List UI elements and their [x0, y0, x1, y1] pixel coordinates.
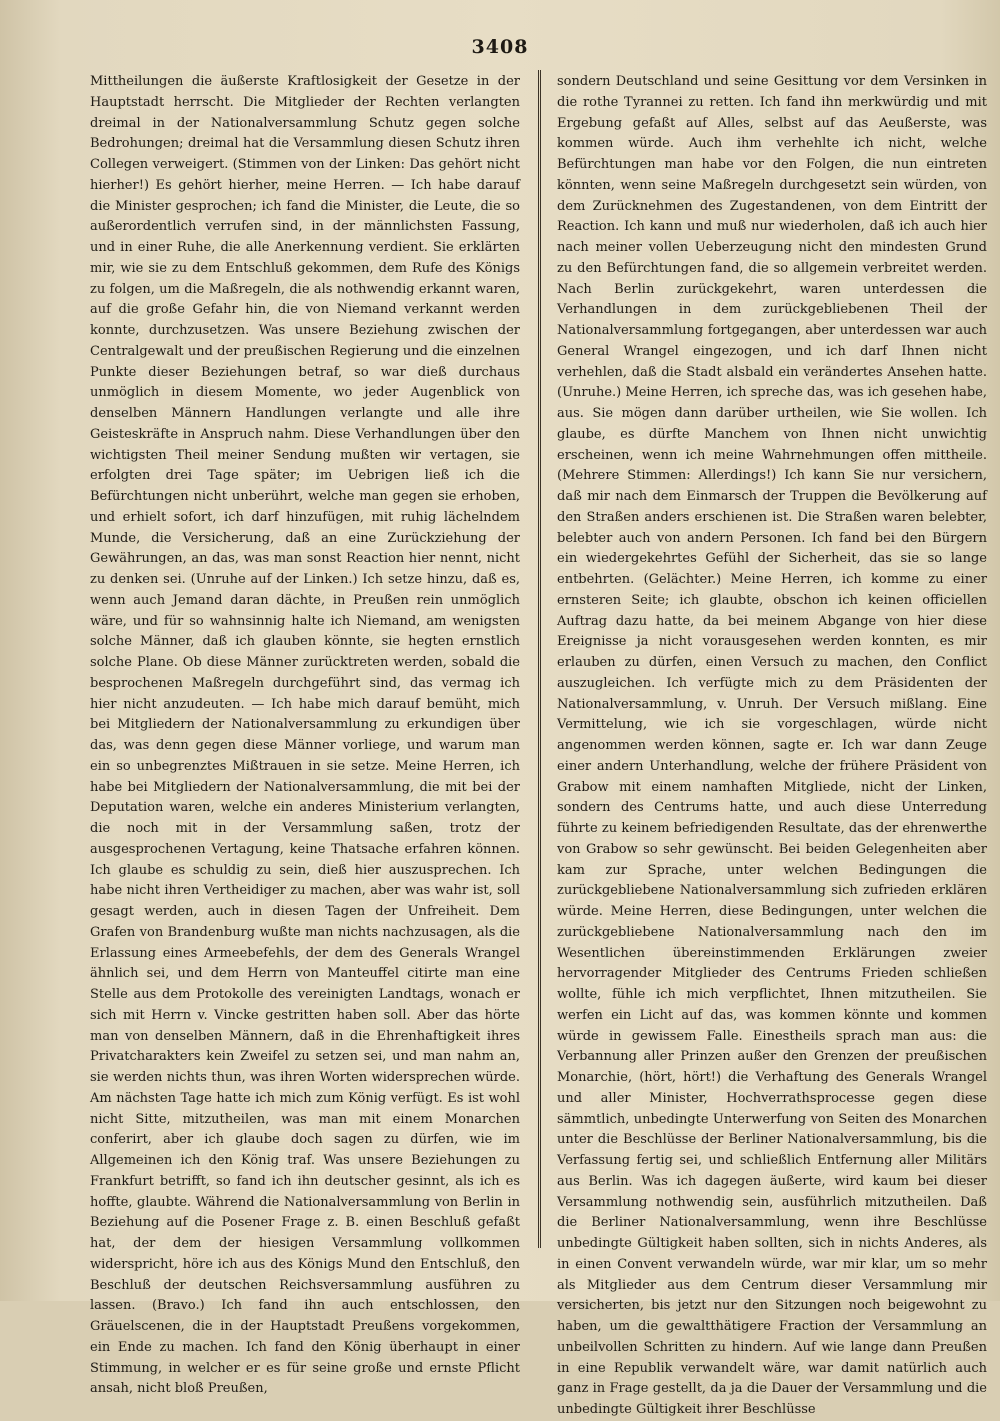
left-column-text: Mittheilungen die äußerste Kraftlosigkeit der Gesetze in der Hauptstadt herrscht. Die Mitglieder der Rechten verlangten dreimal in der Nationalversammlung Schutz gegen solche Bedrohungen; dreimal hat die Versammlung diesen Schutz ihren Collegen verweigert. (Stimmen von der Linken: Das gehört nicht hierher!) Es gehört hierher, meine Herren. — Ich habe darauf die Minister gesprochen; ich fand die Minister, die Leute, die so außerordentlich verrufen sind, in der männlichsten Fassung, und in einer Ruhe, die alle Anerkennung verdient. Sie erklärten mir, wie sie zu dem Entschluß gekommen, dem Rufe des Königs zu folgen, um die Maßregeln, die als nothwendig erkannt waren, auf die große Gefahr hin, die von Niemand verkannt werden konnte, durchzusetzen. Was unsere Beziehung zwischen der Centralgewalt und der preußischen Regierung und die einzelnen Punkte dieser Beziehungen betraf, so war dieß durchaus unmöglich in diesem Momente, wo jeder Augenblick von denselben Männern Handlungen verlangte und alle ihre Geisteskräfte in Anspruch nahm. Diese Verhandlungen über den wichtigsten Theil meiner Sendung mußten wir vertagen, sie erfolgten drei Tage später; im Uebrigen ließ ich die Befürchtungen nicht unberührt, welche man gegen sie erhoben, und erhielt sofort, ich darf hinzufügen, mit ruhig lächelndem Munde, die Versicherung, daß an eine Zurückziehung der Gewährungen, an das, was man sonst Reaction hier nennt, nicht zu denken sei. (Unruhe auf der Linken.) Ich setze hinzu, daß es, wenn auch Jemand daran dächte, in Preußen rein unmöglich wäre, und für so wahnsinnig halte ich Niemand, am wenigsten solche Männer, daß ich glauben könnte, sie hegten ernstlich solche Plane. Ob diese Männer zurücktreten werden, sobald die besprochenen Maßregeln durchgeführt sind, das vermag ich hier nicht anzudeuten. — Ich habe mich darauf bemüht, mich bei Mitgliedern der Nationalversammlung zu erkundigen über das, was denn gegen diese Männer vorliege, und warum man ein so unbegrenztes Mißtrauen in sie setze. Meine Herren, ich habe bei Mitgliedern der Nationalversammlung, die mit bei der Deputation waren, welche ein anderes Ministerium verlangten, die noch mit in der Versammlung saßen, trotz der ausgesprochenen Vertagung, keine Thatsache erfahren können. Ich glaube es schuldig zu sein, dieß hier auszusprechen. Ich habe nicht ihren Vertheidiger zu machen, aber was wahr ist, soll gesagt werden, auch in diesen Tagen der Unfreiheit. Dem Grafen von Brandenburg wußte man nichts nachzusagen, als die Erlassung eines Armeebefehls, der dem des Generals Wrangel ähnlich sei, und dem Herrn von Manteuffel citirte man eine Stelle aus dem Protokolle des vereinigten Landtags, wonach er sich mit Herrn v. Vincke gestritten haben soll. Aber das hörte man von denselben Männern, daß in die Ehrenhaftigkeit ihres Privatcharakters kein Zweifel zu setzen sei, und man nahm an, sie werden nichts thun, was ihren Worten widersprechen würde. Am nächsten Tage hatte ich mich zum König verfügt. Es ist wohl nicht Sitte, mitzutheilen, was man mit einem Monarchen conferirt, aber ich glaube doch sagen zu dürfen, wie im Allgemeinen ich den König traf. Was unsere Beziehungen zu Frankfurt betrifft, so fand ich ihn deutscher gesinnt, als ich es hoffte, glaubte. Während die Nationalversammlung von Berlin in Beziehung auf die Posener Frage z. B. einen Beschluß gefaßt hat, der dem der hiesigen Versammlung vollkommen widerspricht, höre ich aus des Königs Mund den Entschluß, den Beschluß der deutschen Reichsversammlung ausführen zu lassen. (Bravo.) Ich fand ihn auch entschlossen, den Gräuelscenen, die in der Hauptstadt Preußens vorgekommen, ein Ende zu machen. Ich fand den König überhaupt in einer Stimmung, in welcher er es für seine große und ernste Pflicht ansah, nicht bloß Preußen, [90, 74, 520, 1397]
right-column [557, 72, 987, 1417]
column-divider [538, 70, 541, 1248]
left-column [90, 72, 520, 1397]
right-column-text: sondern Deutschland und seine Gesittung vor dem Versinken in die rothe Tyrannei zu retten. Ich fand ihn merkwürdig und mit Ergebung gefaßt auf Alles, selbst auf das Aeußerste, was kommen würde. Auch ihm verhehlte ich nicht, welche Befürchtungen man habe vor den Folgen, die nun eintreten könnten, wenn seine Maßregeln durchgesetzt sein würden, von dem Zurücknehmen des Zugestandenen, von dem Eintritt der Reaction. Ich kann und muß nur wiederholen, daß ich auch hier nach meiner vollen Ueberzeugung nicht den mindesten Grund zu den Befürchtungen fand, die so allgemein verbreitet werden. Nach Berlin zurückgekehrt, waren unterdessen die Verhandlungen in dem zurückgebliebenen Theil der Nationalversammlung fortgegangen, aber unterdessen war auch General Wrangel eingezogen, und ich darf Ihnen nicht verhehlen, daß die Stadt alsbald ein verändertes Ansehen hatte. (Unruhe.) Meine Herren, ich spreche das, was ich gesehen habe, aus. Sie mögen dann darüber urtheilen, wie Sie wollen. Ich glaube, es dürfte Manchem von Ihnen nicht unwichtig erscheinen, wenn ich meine Wahrnehmungen offen mittheile. (Mehrere Stimmen: Allerdings!) Ich kann Sie nur versichern, daß mir nach dem Einmarsch der Truppen die Bevölkerung auf den Straßen anders erschienen ist. Die Straßen waren belebter, belebter auch von andern Personen. Ich fand bei den Bürgern ein wiedergekehrtes Gefühl der Sicherheit, das sie so lange entbehrten. (Gelächter.) Meine Herren, ich komme zu einer ernsteren Seite; ich glaubte, obschon ich keinen officiellen Auftrag dazu hatte, da bei meinem Abgange von hier diese Ereignisse ja nicht vorausgesehen werden konnten, es mir erlauben zu dürfen, einen Versuch zu machen, den Conflict auszugleichen. Ich verfügte mich zu dem Präsidenten der Nationalversammlung, v. Unruh. Der Versuch mißlang. Eine Vermittelung, wie ich sie vorgeschlagen, würde nicht angenommen werden können, sagte er. Ich war dann Zeuge einer andern Unterhandlung, welche der frühere Präsident von Grabow mit einem namhaften Mitgliede, nicht der Linken, sondern des Centrums hatte, und auch diese Unterredung führte zu keinem befriedigenden Resultate, das der ehrenwerthe von Grabow so sehr gewünscht. Bei beiden Gelegenheiten aber kam zur Sprache, unter welchen Bedingungen die zurückgebliebene Nationalversammlung sich zufrieden erklären würde. Meine Herren, diese Bedingungen, unter welchen die zurückgebliebene Nationalversammlung nach den im Wesentlichen übereinstimmenden Erklärungen zweier hervorragender Mitglieder des Centrums Frieden schließen wollte, fühle ich mich verpflichtet, Ihnen mitzutheilen. Sie werfen ein Licht auf das, was kommen könnte und kommen würde in gewissem Falle. Einestheils sprach man aus: die Verbannung aller Prinzen außer den Grenzen der preußischen Monarchie, (hört, hört!) die Verhaftung des Generals Wrangel und aller Minister, Hochverrathsprocesse gegen diese sämmtlich, unbedingte Unterwerfung von Seiten des Monarchen unter die Beschlüsse der Berliner Nationalversammlung, bis die Verfassung fertig sei, und schließlich Entfernung aller Militärs aus Berlin. Was ich dagegen äußerte, wird kaum bei dieser Versammlung nothwendig sein, ausführlich mitzutheilen. Daß die Berliner Nationalversammlung, wenn ihre Beschlüsse unbedingte Gültigkeit haben sollten, sich in nichts Anderes, als in einen Convent verwandeln würde, war mir klar, um so mehr als Mitglieder aus dem Centrum dieser Versammlung mir versicherten, bis jetzt nur den Sitzungen noch beigewohnt zu haben, um die gewaltthätigere Fraction der Versammlung an unbeilvollen Schritten zu hindern. Auf wie lange dann Preußen in eine Republik verwandelt wäre, war damit natürlich auch ganz in Frage gestellt, da ja die Dauer der Versammlung und die unbedingte Gültigkeit ihrer Beschlüsse [557, 74, 987, 1417]
page-number: 3408 [471, 36, 529, 58]
